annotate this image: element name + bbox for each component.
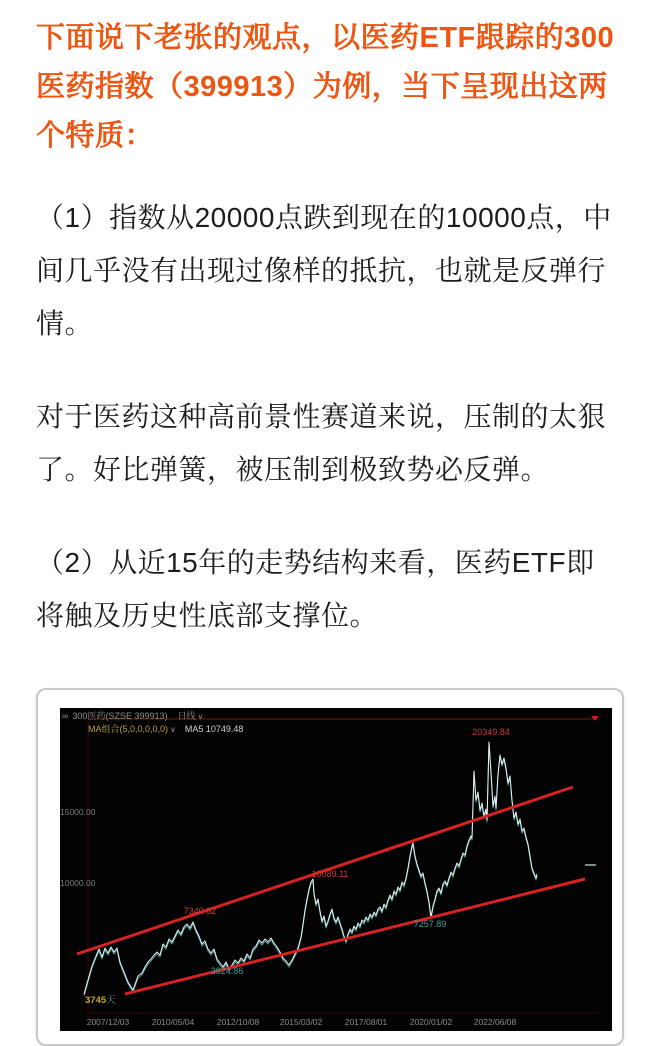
link-icon: ∞ <box>62 711 69 721</box>
x-tick-2010: 2010/05/04 <box>151 1017 195 1027</box>
x-tick-2012: 2012/10/08 <box>216 1017 260 1027</box>
chevron-down-icon[interactable]: ∨ <box>170 725 176 734</box>
chart-corner-marker-icon <box>591 716 599 721</box>
x-tick-2022: 2022/06/08 <box>473 1017 517 1027</box>
chevron-down-icon[interactable]: ∨ <box>197 712 204 721</box>
x-tick-2017: 2017/08/01 <box>344 1017 388 1027</box>
chart-card <box>36 688 624 1046</box>
current-price-tick <box>585 864 596 866</box>
chart-header <box>62 709 203 722</box>
ma5-value: MA5 10749.48 <box>184 724 244 734</box>
duration-label: 3745天 <box>85 995 116 1006</box>
y-tick-15000: 15000.00 <box>60 807 96 817</box>
paragraph-2: 对于医药这种高前景性赛道来说，压制的太狠了。好比弹簧，被压制到极致势必反弹。 <box>36 401 607 485</box>
annotation-2019-low: 7257.89 <box>413 919 447 929</box>
x-tick-2020: 2020/01/02 <box>409 1017 453 1027</box>
article-heading: 下面说下老张的观点，以医药ETF跟踪的300医药指数（399913）为例，当下呈现出这两个特质： <box>36 22 615 152</box>
annotation-2015-peak: 10089.11 <box>311 869 349 879</box>
x-tick-2007: 2007/12/03 <box>86 1017 130 1027</box>
paragraph-1: （1）指数从20000点跌到现在的10000点，中间几乎没有出现过像样的抵抗，也就是反弹行情。 <box>36 202 612 339</box>
paragraph-3: （2）从近15年的走势结构来看，医药ETF即将触及历史性底部支撑位。 <box>36 547 595 631</box>
x-tick-2015: 2015/03/02 <box>279 1017 323 1027</box>
annotation-ath: 20349.84 <box>472 727 510 737</box>
period-selector[interactable]: 日线 <box>177 711 196 721</box>
y-tick-10000: 10000.00 <box>60 878 96 888</box>
annotation-2010-peak: 7340.82 <box>183 906 217 916</box>
chart-panel <box>60 708 612 1031</box>
annotation-2012-low: 3824.86 <box>210 966 244 976</box>
ma-indicator-row <box>88 722 243 735</box>
symbol-label: 300医药(SZSE 399913) <box>72 711 168 721</box>
ma-settings-label[interactable]: MA组合(5,0,0,0,0,0) <box>88 724 169 734</box>
